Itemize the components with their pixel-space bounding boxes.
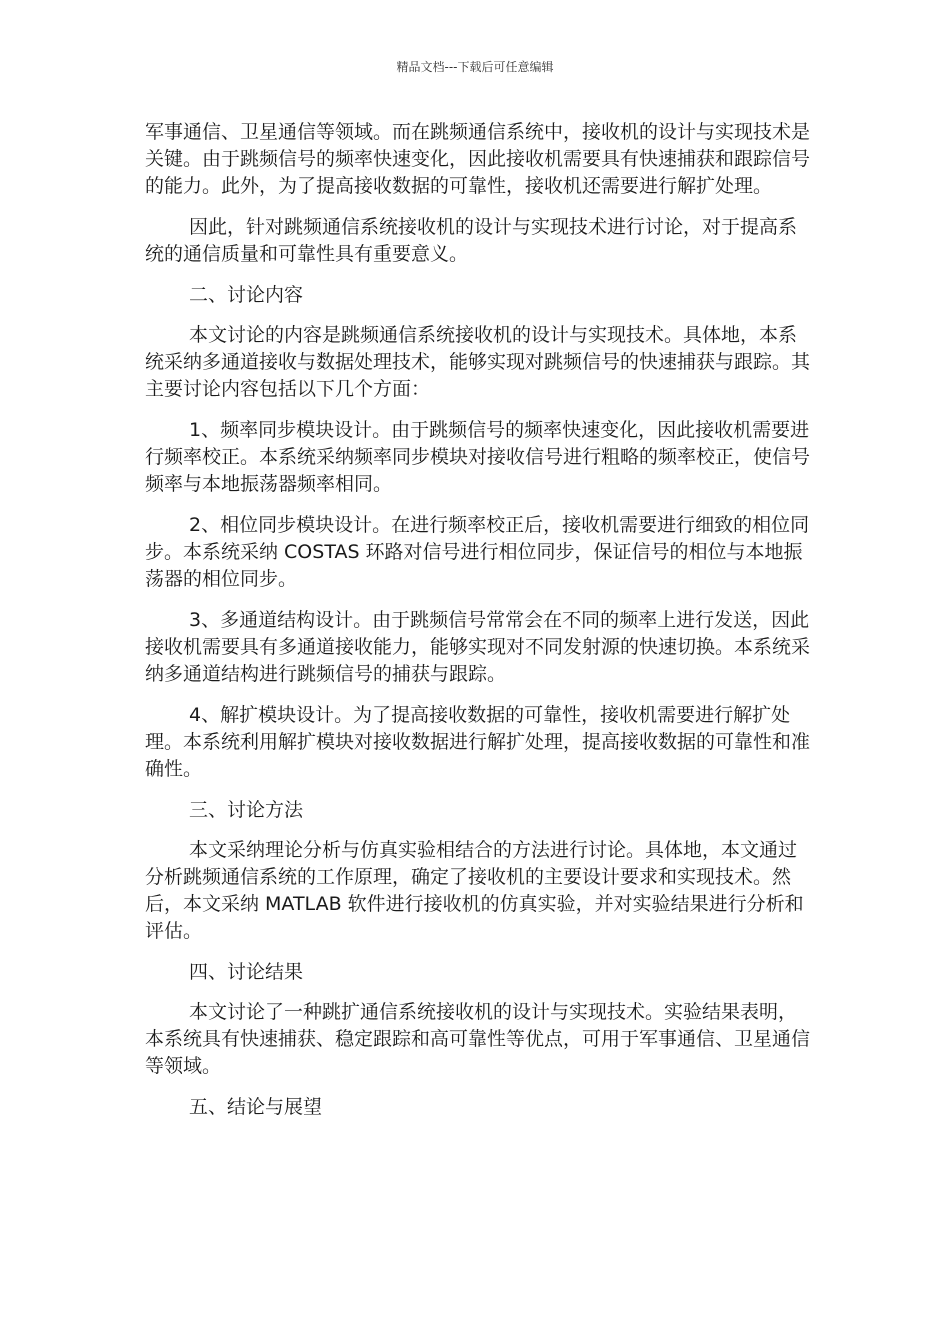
section-heading: 五、结论与展望: [189, 1096, 323, 1118]
section-heading: 三、讨论方法: [189, 799, 304, 821]
page-header: 精品文档---下载后可任意编辑: [396, 60, 554, 74]
paragraph: 本文讨论的内容是跳频通信系统接收机的设计与实现技术。具体地，本系统采纳多通道接收与数据处理技术，能够实现对跳频信号的快速捕获与跟踪。其主要讨论内容包括以下几个方面：: [145, 324, 811, 400]
paragraph: 军事通信、卫星通信等领域。而在跳频通信系统中，接收机的设计与实现技术是关键。由于跳频信号的频率快速变化，因此接收机需要具有快速捕获和跟踪信号的能力。此外，为了提高接收数据的可靠性，接收机还需要进行解扩处理。: [145, 121, 811, 197]
paragraph: 4、解扩模块设计。为了提高接收数据的可靠性，接收机需要进行解扩处理。本系统利用解扩模块对接收数据进行解扩处理，提高接收数据的可靠性和准确性。: [145, 704, 811, 780]
paragraph: 因此，针对跳频通信系统接收机的设计与实现技术进行讨论，对于提高系统的通信质量和可靠性具有重要意义。: [145, 216, 798, 265]
section-heading: 四、讨论结果: [189, 961, 304, 983]
section-heading: 二、讨论内容: [189, 284, 304, 306]
paragraph: 2、相位同步模块设计。在进行频率校正后，接收机需要进行细致的相位同步。本系统采纳 COSTAS 环路对信号进行相位同步，保证信号的相位与本地振荡器的相位同步。: [145, 514, 810, 590]
paragraph: 3、多通道结构设计。由于跳频信号常常会在不同的频率上进行发送，因此接收机需要具有多通道接收能力，能够实现对不同发射源的快速切换。本系统采纳多通道结构进行跳频信号的捕获与跟踪。: [145, 609, 811, 685]
document-body: [145, 119, 810, 1134]
paragraph: 本文采纳理论分析与仿真实验相结合的方法进行讨论。具体地，本文通过分析跳频通信系统的工作原理，确定了接收机的主要设计要求和实现技术。然后，本文采纳 MATLAB 软件进行接收机的仿真实验，并对实验结果进行分析和评估。: [145, 839, 804, 942]
paragraph: 1、频率同步模块设计。由于跳频信号的频率快速变化，因此接收机需要进行频率校正。本系统采纳频率同步模块对接收信号进行粗略的频率校正，使信号频率与本地振荡器频率相同。: [145, 419, 811, 495]
paragraph: 本文讨论了一种跳扩通信系统接收机的设计与实现技术。实验结果表明，本系统具有快速捕获、稳定跟踪和高可靠性等优点，可用于军事通信、卫星通信等领域。: [145, 1001, 811, 1077]
